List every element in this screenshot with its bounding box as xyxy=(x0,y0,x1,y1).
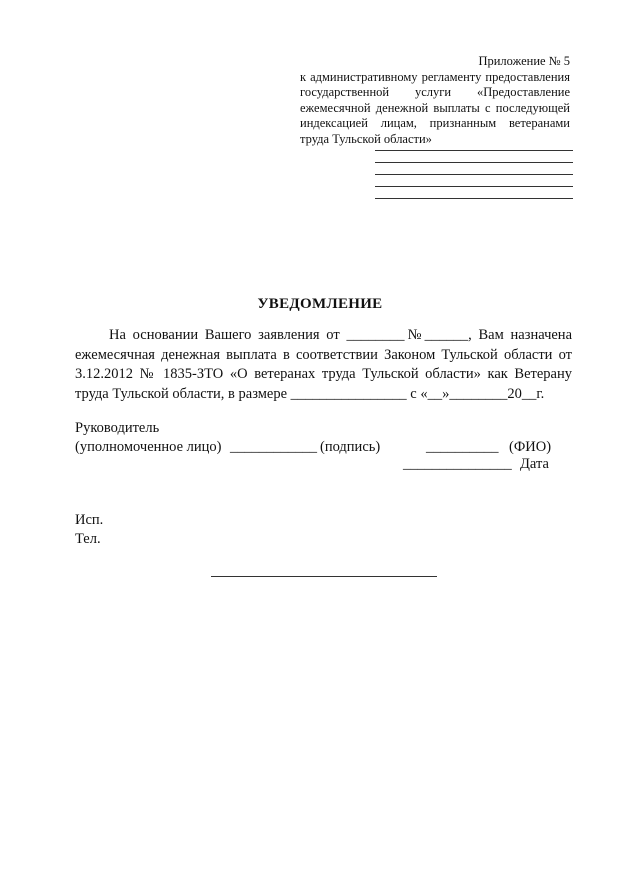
executor-label: Исп. xyxy=(75,512,104,528)
appendix-text-line: к административному регламенту предоставления xyxy=(300,69,570,84)
date-label: Дата xyxy=(520,456,549,472)
blank-line xyxy=(375,186,573,187)
signature-label: (подпись) xyxy=(320,439,381,455)
blank-line xyxy=(375,162,573,163)
appendix-text-line: индексацией лицам, признанным ветеранами xyxy=(300,116,570,130)
body-line: труда Тульской области, в размере ________________ с «__»________20__г. xyxy=(75,385,545,402)
document-title: УВЕДОМЛЕНИЕ xyxy=(257,296,383,312)
body-line: На основании Вашего заявления от ________№______, Вам назначена xyxy=(109,327,572,343)
appendix-text-line: ежемесячной денежной выплаты с последующей xyxy=(300,100,570,115)
body-line: ежемесячная денежная выплата в соответствии Законом Тульской области от xyxy=(75,346,572,363)
appendix-number: Приложение № 5 xyxy=(478,54,570,68)
signature-blank: ____________ xyxy=(230,439,317,455)
fio-blank: __________ xyxy=(426,439,499,455)
blank-line xyxy=(375,174,573,175)
appendix-text-line: государственной услуги «Предоставление xyxy=(300,85,570,99)
head-label: Руководитель xyxy=(75,420,160,436)
notice-body xyxy=(75,326,572,404)
appendix-text-line: труда Тульской области» xyxy=(300,131,432,146)
bottom-separator xyxy=(211,576,437,577)
blank-line xyxy=(375,150,573,151)
fio-label: (ФИО) xyxy=(509,439,552,455)
blank-line xyxy=(375,198,573,199)
appendix-block xyxy=(300,54,570,147)
body-line: 3.12.2012 № 1835-ЗТО «О ветеранах труда Тульской области» как Ветерану xyxy=(75,366,572,382)
authorized-person-label: (уполномоченное лицо) xyxy=(75,439,222,455)
date-blank: _______________ xyxy=(403,456,512,472)
phone-label: Тел. xyxy=(75,531,101,547)
